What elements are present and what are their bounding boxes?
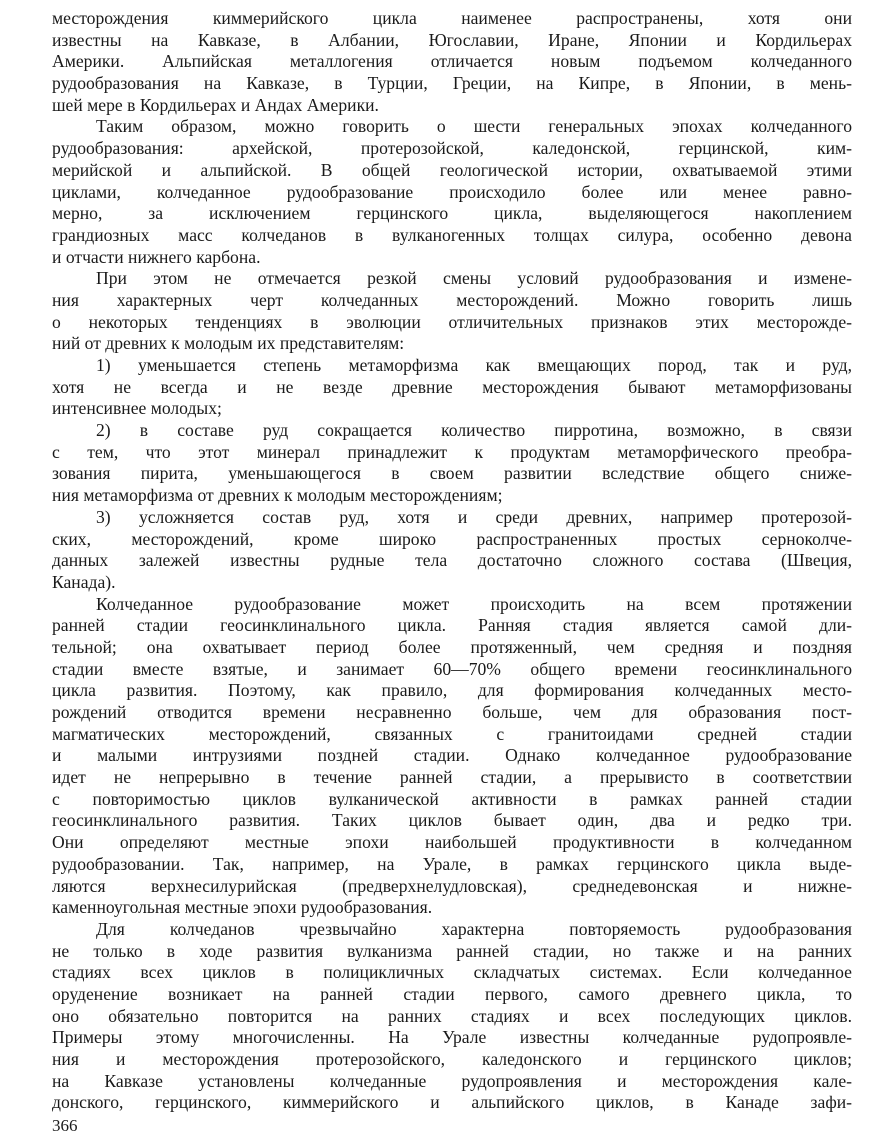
text-line: стадиях всех циклов в полицикличных складчатых системах. Если колчеданное <box>52 962 852 983</box>
text-line: шей мере в Кордильерах и Андах Америки. <box>52 94 379 115</box>
text-line: с повторимостью циклов вулканической активности в рамках ранней стадии <box>52 788 852 809</box>
text-line: ских, месторождений, кроме широко распространенных простых серноколче- <box>52 528 852 549</box>
text-line: и отчасти нижнего карбона. <box>52 246 261 267</box>
text-line: интенсивнее молодых; <box>52 398 222 419</box>
text-line: рождений отводится времени несравненно больше, чем для образования пост- <box>52 702 852 722</box>
text-line: донского, герцинского, киммерийского и альпийского циклов, в Канаде зафи- <box>52 1092 852 1113</box>
text-line: ния метаморфизма от древних к молодым месторождениям; <box>52 485 503 506</box>
paragraph-1 <box>52 8 852 116</box>
text-line: рудообразования на Кавказе, в Турции, Греции, на Кипре, в Японии, в мень- <box>52 73 852 94</box>
text-line: геосинклинального развития. Таких циклов бывает один, два и редко три. <box>52 810 852 831</box>
text-line: стадии вместе взятые, и занимает 60—70% общего времени геосинклинального <box>52 658 852 679</box>
list-item-3 <box>52 507 852 594</box>
text-line: каменноугольная местные эпохи рудообразования. <box>52 897 433 918</box>
text-line: месторождения киммерийского цикла наименее распространены, хотя они <box>52 8 852 28</box>
text-line: не только в ходе развития вулканизма ранней стадии, но также и на ранних <box>52 940 852 961</box>
text-line: Примеры этому многочисленны. На Урале известны колчеданные рудопроявле- <box>52 1027 852 1048</box>
text-line: Америки. Альпийская металлогения отличается новым подъемом колчеданного <box>52 51 852 72</box>
text-line: ранней стадии геосинклинального цикла. Ранняя стадия является самой дли- <box>52 615 852 636</box>
text-line: данных залежей известны рудные тела достаточно сложного состава (Швеция, <box>52 550 852 571</box>
text-line: рудообразовании. Так, например, на Урале, в рамках герцинского цикла выде- <box>52 853 852 874</box>
text-line: зования пирита, уменьшающегося в своем развитии вследствие общего сниже- <box>52 463 852 484</box>
text-line: При этом не отмечается резкой смены условий рудообразования и измене- <box>96 268 852 289</box>
paragraph-2 <box>52 116 852 268</box>
list-item-2 <box>52 420 852 507</box>
text-line: Таким образом, можно говорить о шести генеральных эпохах колчеданного <box>96 116 852 137</box>
text-line: ний от древних к молодым их представителям: <box>52 333 405 354</box>
text-line: Колчеданное рудообразование может происходить на всем протяжении <box>96 593 852 614</box>
text-line: Канада). <box>52 571 116 592</box>
paragraph-5 <box>52 919 852 1114</box>
text-line: и малыми интрузиями поздней стадии. Однако колчеданное рудообразование <box>52 745 852 766</box>
list-item-1 <box>52 355 852 420</box>
text-line: рудообразования: архейской, протерозойской, каледонской, герцинской, ким- <box>52 138 852 159</box>
text-line: оно обязательно повторится на ранних стадиях и всех последующих циклов. <box>52 1005 852 1026</box>
text-line: известны на Кавказе, в Албании, Югославии, Иране, Японии и Кордильерах <box>52 29 852 50</box>
text-line: Они определяют местные эпохи наибольшей продуктивности в колчеданном <box>52 832 852 853</box>
document-page <box>52 8 852 1138</box>
text-line: ния характерных черт колчеданных месторождений. Можно говорить лишь <box>52 289 852 310</box>
text-line: хотя не всегда и не везде древние месторождения бывают метаморфизованы <box>52 376 852 397</box>
paragraph-4 <box>52 594 852 919</box>
text-line: циклами, колчеданное рудообразование происходило более или менее равно- <box>52 181 852 202</box>
text-line: тельной; она охватывает период более протяженный, чем средняя и поздняя <box>52 636 852 657</box>
text-line: ния и месторождения протерозойского, каледонского и герцинского циклов; <box>52 1049 852 1069</box>
text-line: мерийской и альпийской. В общей геологической истории, охватываемой этими <box>52 159 852 180</box>
text-line: мерно, за исключением герцинского цикла, выделяющегося накоплением <box>52 203 852 224</box>
text-line: ляются верхнесилурийская (предверхнелудловская), среднедевонская и нижне- <box>52 875 852 896</box>
text-line: оруденение возникает на ранней стадии первого, самого древнего цикла, то <box>52 983 852 1004</box>
text-line: 1) уменьшается степень метаморфизма как вмещающих пород, так и руд, <box>96 355 852 375</box>
text-line: с тем, что этот минерал принадлежит к продуктам метаморфического преобра- <box>52 441 852 462</box>
text-line: 3) усложняется состав руд, хотя и среди древних, например протерозой- <box>96 506 852 527</box>
paragraph-3 <box>52 268 852 355</box>
text-line: на Кавказе установлены колчеданные рудопроявления и месторождения кале- <box>52 1070 852 1091</box>
text-line: цикла развития. Поэтому, как правило, для формирования колчеданных место- <box>52 680 852 701</box>
text-line: 2) в составе руд сокращается количество пирротина, возможно, в связи <box>96 420 852 441</box>
text-line: идет не непрерывно в течение ранней стадии, а прерывисто в соответствии <box>52 767 852 788</box>
text-line: Для колчеданов чрезвычайно характерна повторяемость рудообразования <box>96 918 852 939</box>
text-line: о некоторых тенденциях в эволюции отличительных признаков этих месторожде- <box>52 311 852 332</box>
page-number: 366 <box>52 1116 78 1135</box>
text-line: грандиозных масс колчеданов в вулканогенных толщах силура, особенно девона <box>52 224 852 245</box>
text-line: магматических месторождений, связанных с гранитоидами средней стадии <box>52 723 852 744</box>
